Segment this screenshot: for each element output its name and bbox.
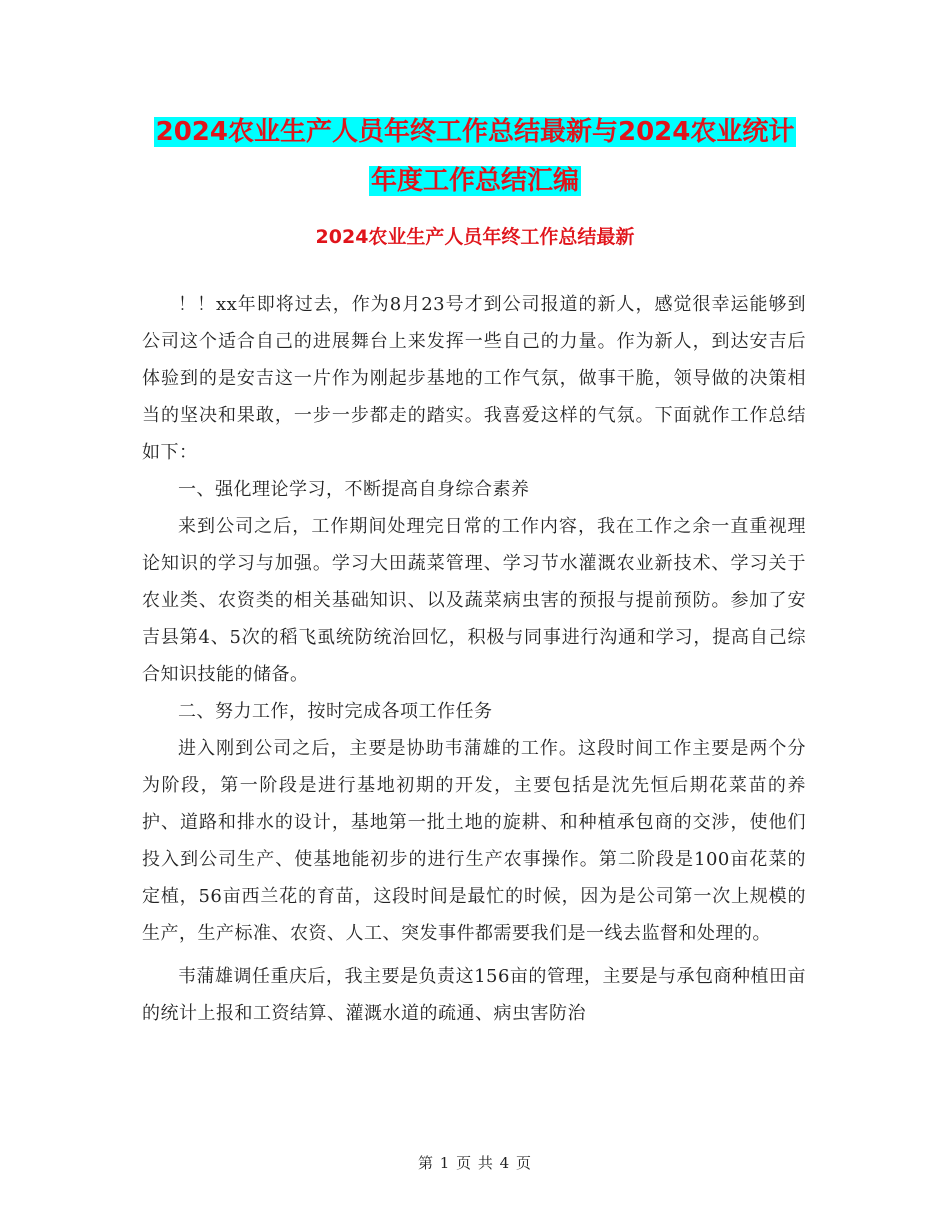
main-title-line-2: 年度工作总结汇编 [370, 166, 579, 196]
paragraph-work-tasks: 进入刚到公司之后，主要是协助韦蒲雄的工作。这段时间工作主要是两个分为阶段，第一阶段是进行基地初期的开发，主要包括是沈先恒后期花菜苗的养护、道路和排水的设计，基地第一批土地的旋耕、和种植承包商的交涉，使他们投入到公司生产、使基地能初步的进行生产农事操作。第二阶段是100亩花菜的定植，56亩西兰花的育苗，这段时间是最忙的时候，因为是公司第一次上规模的生产，生产标准、农资、人工、突发事件都需要我们是一线去监督和处理的。 [142, 738, 806, 944]
paragraph-theory-study: 来到公司之后，工作期间处理完日常的工作内容，我在工作之余一直重视理论知识的学习与加强。学习大田蔬菜管理、学习节水灌溉农业新技术、学习关于农业类、农资类的相关基础知识、以及蔬菜病虫害的预报与提前预防。参加了安吉县第4、5次的稻飞虱统防统治回忆，积极与同事进行沟通和学习，提高自己综合知识技能的储备。 [142, 516, 806, 685]
heading-theory-study: 一、强化理论学习，不断提高自身综合素养 [178, 479, 530, 500]
document-body [142, 286, 806, 1032]
main-title-line-1: 2024农业生产人员年终工作总结最新与2024农业统计 [155, 117, 795, 147]
document-main-title [140, 108, 810, 206]
paragraph-management: 韦蒲雄调任重庆后，我主要是负责这156亩的管理，主要是与承包商种植田亩的统计上报和工资结算、灌溉水道的疏通、病虫害防治 [142, 966, 806, 1024]
page-footer: 第 1 页 共 4 页 [418, 1154, 532, 1172]
paragraph-intro: ！！xx年即将过去，作为8月23号才到公司报道的新人，感觉很幸运能够到公司这个适合自己的进展舞台上来发挥一些自己的力量。作为新人，到达安吉后体验到的是安吉这一片作为刚起步基地的工作气氛，做事干脆，领导做的决策相当的坚决和果敢，一步一步都走的踏实。我喜爱这样的气氛。下面就作工作总结如下： [142, 294, 806, 463]
heading-work-tasks: 二、努力工作，按时完成各项工作任务 [178, 701, 493, 722]
section-title: 2024农业生产人员年终工作总结最新 [315, 226, 635, 248]
